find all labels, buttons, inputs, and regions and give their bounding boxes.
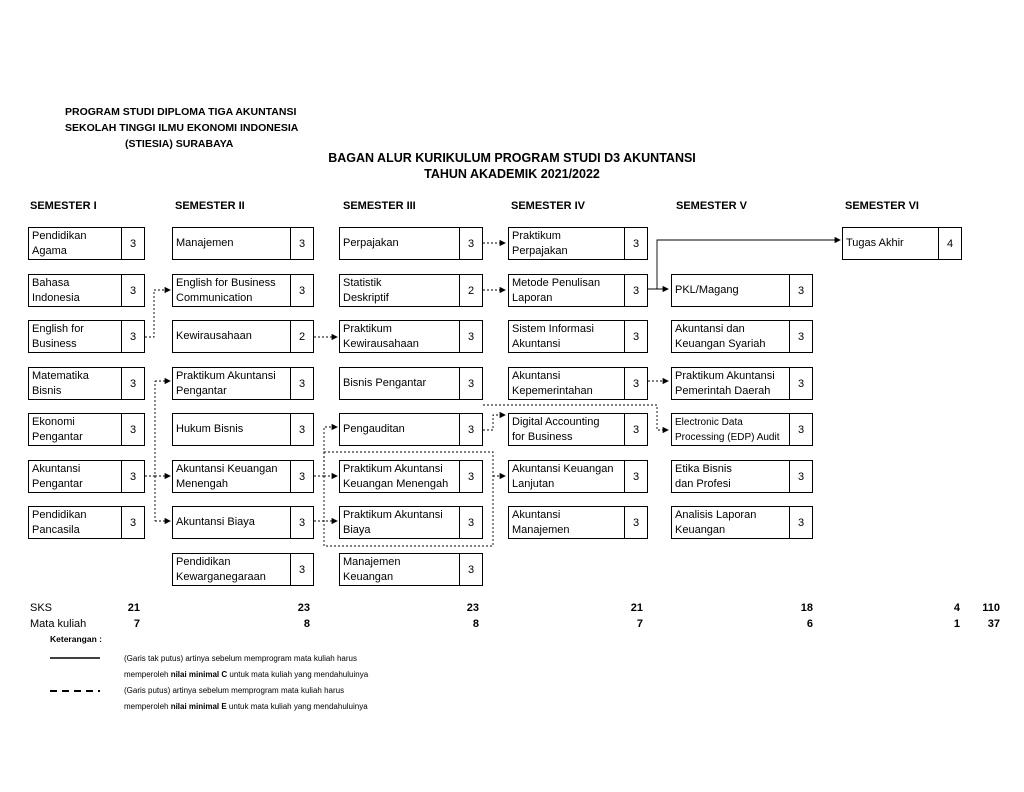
course-name: Pendidikan Pancasila	[29, 507, 122, 538]
course-name: Matematika Bisnis	[29, 368, 122, 399]
legend-solid-text-2: memperoleh nilai minimal C untuk mata kuliah yang mendahuluinya	[124, 670, 369, 679]
sem2-sks: 23	[297, 602, 310, 614]
semester-5-label: SEMESTER V	[676, 200, 747, 212]
course-box	[508, 506, 648, 539]
course-name: Praktikum Perpajakan	[509, 228, 625, 259]
course-credits: 3	[797, 470, 805, 483]
semester-6-label: SEMESTER VI	[845, 200, 919, 212]
course-credits: 3	[129, 237, 137, 250]
course-credits: 2	[298, 330, 306, 343]
course-box	[172, 320, 314, 353]
semester-2-label: SEMESTER II	[175, 200, 245, 212]
course-credits: 3	[467, 423, 475, 436]
arrow-audit-to-dab	[483, 415, 505, 430]
course-credits: 3	[797, 423, 805, 436]
course-name: Akuntansi Kepemerintahan	[509, 368, 625, 399]
course-box	[339, 227, 483, 260]
legend-dashed-text-2: memperoleh nilai minimal E untuk mata kuliah yang mendahuluinya	[124, 702, 368, 711]
course-credits: 3	[129, 470, 137, 483]
legend-dashed-text-1: (Garis putus) artinya sebelum memprogram mata kuliah harus	[124, 686, 345, 695]
institution-program: PROGRAM STUDI DIPLOMA TIGA AKUNTANSI	[65, 106, 297, 118]
course-box	[671, 274, 813, 307]
course-box	[28, 274, 145, 307]
course-box	[339, 460, 483, 493]
semester-3-label: SEMESTER III	[343, 200, 416, 212]
course-box	[508, 460, 648, 493]
course-box	[339, 320, 483, 353]
arrow-akm-to-audit	[314, 427, 337, 476]
course-box	[671, 460, 813, 493]
course-credits: 3	[797, 516, 805, 529]
course-box	[508, 367, 648, 400]
sem1-mk: 7	[133, 618, 140, 630]
course-credits: 3	[129, 377, 137, 390]
course-credits: 3	[129, 516, 137, 529]
course-name: English for Business	[29, 321, 122, 352]
course-box	[842, 227, 962, 260]
semester-1-label: SEMESTER I	[30, 200, 97, 212]
course-name: Akuntansi Pengantar	[29, 461, 122, 492]
course-credits: 3	[298, 377, 306, 390]
semester-4-label: SEMESTER IV	[511, 200, 585, 212]
course-name: Akuntansi dan Keuangan Syariah	[672, 321, 790, 352]
course-name: Akuntansi Biaya	[173, 507, 291, 538]
course-box	[28, 506, 145, 539]
course-name: Etika Bisnis dan Profesi	[672, 461, 790, 492]
institution-city: (STIESIA) SURABAYA	[125, 138, 234, 150]
course-box	[339, 553, 483, 586]
course-name: Kewirausahaan	[173, 321, 291, 352]
course-box	[28, 320, 145, 353]
arrow-eng-to-ebc	[145, 290, 170, 337]
course-box	[671, 320, 813, 353]
course-name: English for Business Communication	[173, 275, 291, 306]
sem4-sks: 21	[630, 602, 643, 614]
course-credits: 3	[467, 563, 475, 576]
sem1-sks: 21	[127, 602, 140, 614]
sem4-mk: 7	[636, 618, 643, 630]
course-box	[172, 506, 314, 539]
sem3-mk: 8	[472, 618, 479, 630]
course-box	[339, 274, 483, 307]
course-name: Praktikum Akuntansi Keuangan Menengah	[340, 461, 460, 492]
course-name: Manajemen	[173, 228, 291, 259]
total-mk: 37	[987, 618, 1000, 630]
course-credits: 3	[129, 330, 137, 343]
course-name: Bahasa Indonesia	[29, 275, 122, 306]
course-box	[172, 460, 314, 493]
course-credits: 3	[797, 330, 805, 343]
course-credits: 3	[467, 470, 475, 483]
course-credits: 3	[632, 330, 640, 343]
course-name: Analisis Laporan Keuangan	[672, 507, 790, 538]
course-name: Ekonomi Pengantar	[29, 414, 122, 445]
course-box	[508, 274, 648, 307]
course-credits: 3	[298, 470, 306, 483]
course-credits: 3	[632, 516, 640, 529]
course-credits: 3	[129, 284, 137, 297]
course-name: Pendidikan Kewarganegaraan	[173, 554, 291, 585]
sem6-sks: 4	[953, 602, 960, 614]
course-name: Akuntansi Keuangan Lanjutan	[509, 461, 625, 492]
course-credits: 3	[632, 470, 640, 483]
course-name: Digital Accounting for Business	[509, 414, 625, 445]
course-box	[172, 553, 314, 586]
course-box	[28, 367, 145, 400]
course-credits: 3	[797, 284, 805, 297]
course-name: Praktikum Akuntansi Pemerintah Daerah	[672, 368, 790, 399]
course-credits: 2	[467, 284, 475, 297]
course-name: Metode Penulisan Laporan	[509, 275, 625, 306]
course-credits: 3	[632, 377, 640, 390]
course-box	[671, 367, 813, 400]
chart-title: BAGAN ALUR KURIKULUM PROGRAM STUDI D3 AKUNTANSI	[328, 151, 696, 165]
course-box	[172, 367, 314, 400]
course-box	[339, 413, 483, 446]
course-name: Statistik Deskriptif	[340, 275, 460, 306]
course-name: Bisnis Pengantar	[340, 368, 460, 399]
total-sks: 110	[982, 602, 1000, 614]
course-box	[172, 227, 314, 260]
academic-year: TAHUN AKADEMIK 2021/2022	[424, 167, 600, 181]
course-credits: 3	[298, 284, 306, 297]
course-credits: 3	[298, 423, 306, 436]
legend-title: Keterangan :	[50, 634, 102, 644]
course-box	[28, 413, 145, 446]
course-credits: 3	[129, 423, 137, 436]
course-name: Praktikum Kewirausahaan	[340, 321, 460, 352]
course-box	[172, 413, 314, 446]
course-name: Praktikum Akuntansi Pengantar	[173, 368, 291, 399]
course-box	[339, 367, 483, 400]
course-name: Electronic Data Processing (EDP) Audit	[672, 414, 790, 445]
institution-name: SEKOLAH TINGGI ILMU EKONOMI INDONESIA	[65, 122, 299, 134]
course-box	[28, 227, 145, 260]
course-name: Hukum Bisnis	[173, 414, 291, 445]
sem6-mk: 1	[953, 618, 960, 630]
course-name: Akuntansi Manajemen	[509, 507, 625, 538]
course-name: Tugas Akhir	[843, 228, 939, 259]
course-box	[339, 506, 483, 539]
course-name: Pendidikan Agama	[29, 228, 122, 259]
course-name: Sistem Informasi Akuntansi	[509, 321, 625, 352]
sks-label: SKS	[30, 602, 53, 614]
course-credits: 3	[298, 237, 306, 250]
course-credits: 3	[632, 237, 640, 250]
course-credits: 3	[797, 377, 805, 390]
course-name: Manajemen Keuangan	[340, 554, 460, 585]
course-box	[508, 320, 648, 353]
legend-solid-text-1: (Garis tak putus) artinya sebelum memprogram mata kuliah harus	[124, 654, 357, 663]
course-credits: 3	[467, 377, 475, 390]
course-box	[508, 413, 648, 446]
course-name: PKL/Magang	[672, 275, 790, 306]
sem5-sks: 18	[800, 602, 813, 614]
course-box	[172, 274, 314, 307]
course-box	[28, 460, 145, 493]
course-credits: 3	[298, 563, 306, 576]
course-credits: 3	[298, 516, 306, 529]
course-name: Pengauditan	[340, 414, 460, 445]
arrow-ap-to-sem2	[145, 381, 155, 521]
course-credits: 3	[467, 330, 475, 343]
mk-label: Mata kuliah	[30, 618, 87, 630]
course-name: Praktikum Akuntansi Biaya	[340, 507, 460, 538]
sem5-mk: 6	[806, 618, 813, 630]
course-box	[671, 413, 813, 446]
sem3-sks: 23	[466, 602, 479, 614]
course-box	[671, 506, 813, 539]
sem2-mk: 8	[303, 618, 310, 630]
course-credits: 3	[467, 237, 475, 250]
course-credits: 3	[632, 423, 640, 436]
course-name: Perpajakan	[340, 228, 460, 259]
course-credits: 3	[632, 284, 640, 297]
course-credits: 4	[946, 237, 954, 250]
course-credits: 3	[467, 516, 475, 529]
course-box	[508, 227, 648, 260]
course-name: Akuntansi Keuangan Menengah	[173, 461, 291, 492]
